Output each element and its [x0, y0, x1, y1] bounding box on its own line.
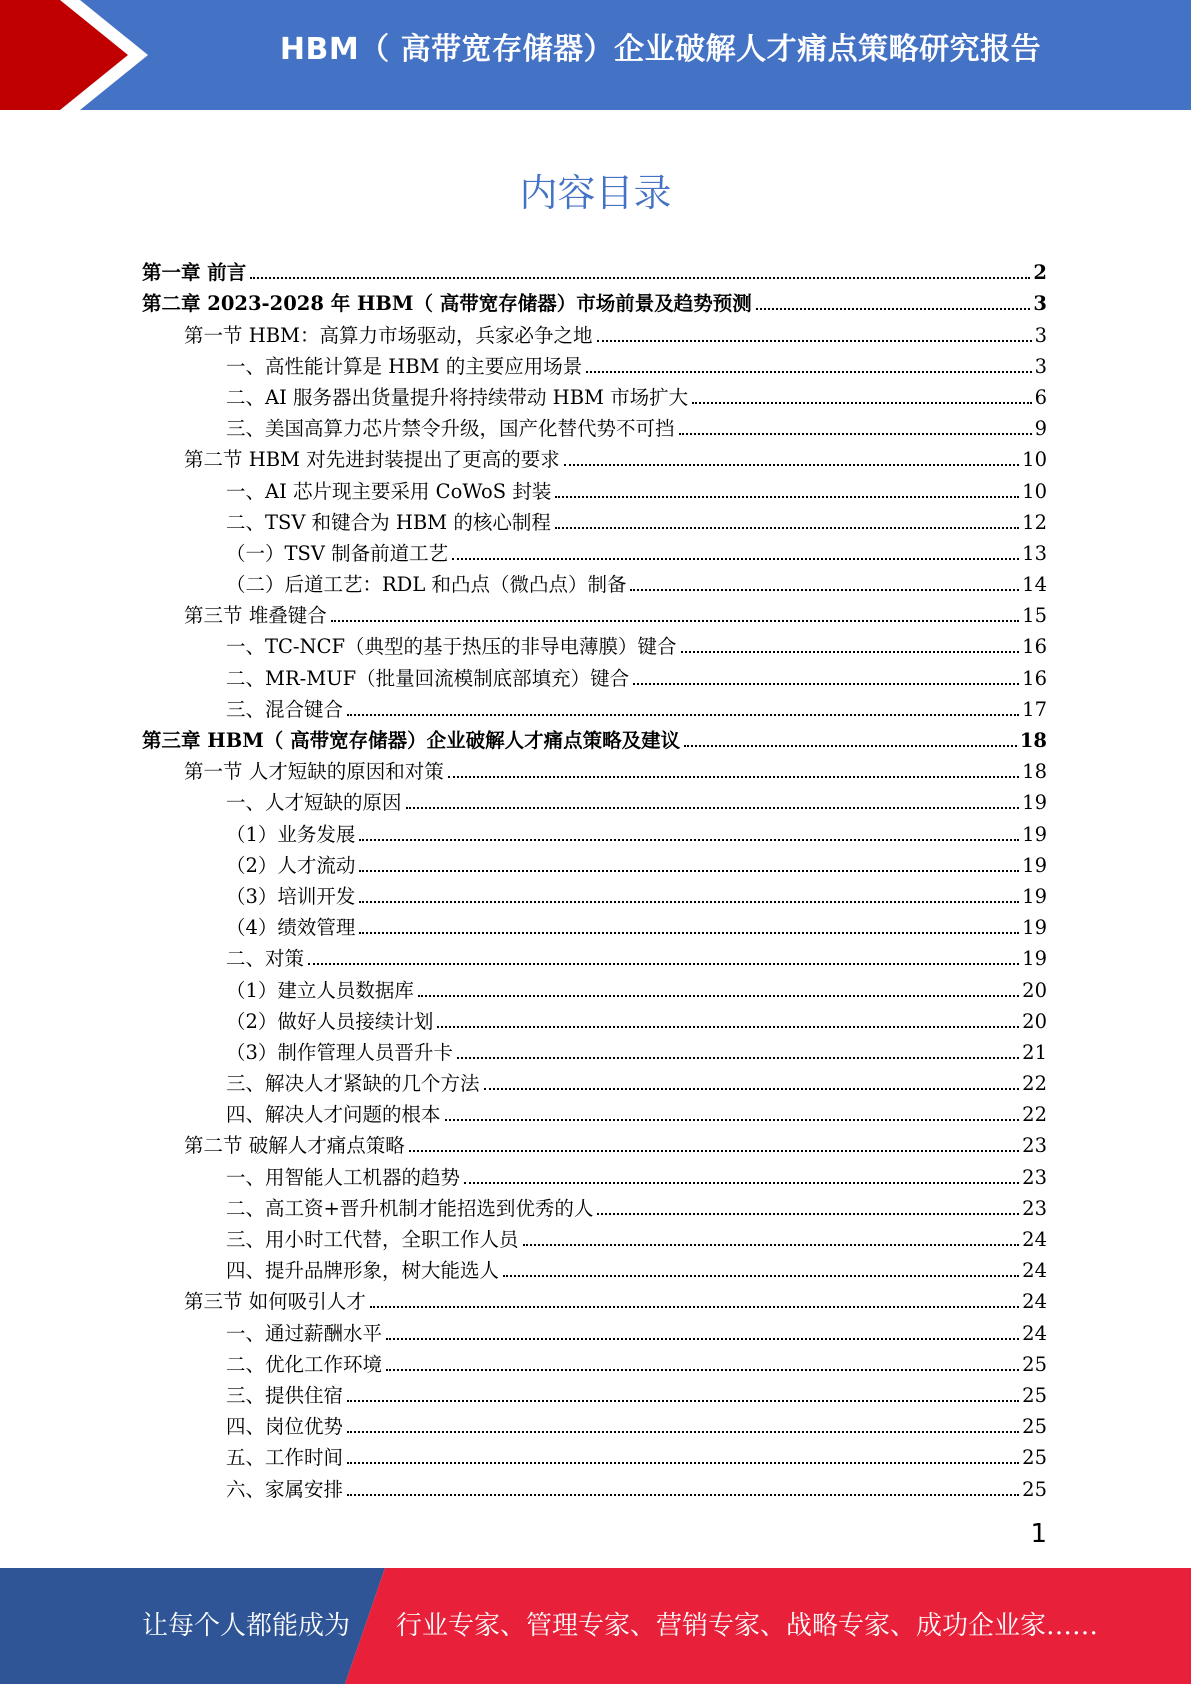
toc-entry-label: 第三节 如何吸引人才 [184, 1290, 366, 1314]
toc-entry-label: （一）TSV 制备前道工艺 [226, 541, 449, 565]
toc-entry-label: （1）建立人员数据库 [226, 978, 414, 1002]
toc-entry[interactable] [142, 348, 1047, 379]
toc-entry[interactable] [142, 1221, 1047, 1252]
toc-entry[interactable] [142, 1439, 1047, 1470]
toc-dot-leader [523, 1244, 1020, 1246]
toc-entry-page: 13 [1022, 541, 1047, 565]
toc-dot-leader [679, 433, 1032, 435]
toc-entry[interactable] [142, 1065, 1047, 1096]
toc-entry-page: 25 [1022, 1352, 1047, 1376]
toc-entry[interactable] [142, 847, 1047, 878]
toc-dot-leader [347, 1431, 1019, 1433]
toc-entry-label: 三、美国高算力芯片禁令升级，国产化替代势不可挡 [226, 417, 675, 441]
toc-entry[interactable] [142, 1096, 1047, 1127]
toc-heading: 内容目录 [519, 171, 672, 215]
toc-entry-page: 24 [1022, 1228, 1047, 1251]
toc-entry-label: （4）绩效管理 [226, 916, 356, 940]
toc-dot-leader [692, 402, 1031, 404]
toc-dot-leader [555, 527, 1019, 529]
page-header [0, 0, 1191, 110]
toc-entry-page: 9 [1034, 417, 1047, 441]
toc-entry[interactable] [142, 753, 1047, 784]
toc-entry[interactable] [142, 1127, 1047, 1158]
toc-entry-label: 二、MR-MUF（批量回流模制底部填充）键合 [226, 666, 630, 690]
toc-entry-page: 23 [1022, 1196, 1047, 1220]
toc-dot-leader [359, 839, 1019, 841]
toc-entry-page: 3 [1034, 354, 1047, 378]
toc-dot-leader [445, 1119, 1020, 1121]
toc-entry-page: 19 [1022, 822, 1047, 846]
page-number: 1 [1030, 1519, 1047, 1549]
toc-entry-label: 第二节 破解人才痛点策略 [184, 1134, 405, 1158]
toc-dot-leader [681, 651, 1020, 653]
toc-entry-page: 25 [1022, 1415, 1047, 1439]
toc-entry-page: 3 [1034, 323, 1047, 347]
toc-dot-leader [448, 776, 1019, 778]
toc-entry[interactable] [142, 379, 1047, 410]
toc-entry[interactable] [142, 410, 1047, 441]
toc-entry-page: 23 [1022, 1165, 1047, 1189]
toc-entry-page: 24 [1022, 1259, 1047, 1283]
toc-entry-label: （2）做好人员接续计划 [226, 1009, 434, 1033]
toc-entry-page: 14 [1022, 573, 1047, 597]
toc-entry[interactable] [142, 1283, 1047, 1314]
toc-entry-label: 第一节 HBM：高算力市场驱动，兵家必争之地 [184, 323, 593, 347]
toc-dot-leader [359, 870, 1019, 872]
toc-entry-page: 25 [1022, 1477, 1047, 1501]
toc-entry[interactable] [142, 722, 1047, 753]
toc-entry[interactable] [142, 285, 1047, 316]
toc-entry-label: 一、AI 芯片现主要采用 CoWoS 封装 [226, 479, 552, 503]
toc-entry[interactable] [142, 254, 1047, 285]
toc-entry[interactable] [142, 1158, 1047, 1189]
toc-entry-label: 一、通过薪酬水平 [226, 1321, 383, 1345]
page-footer [0, 1568, 1191, 1684]
toc-entry[interactable] [142, 597, 1047, 628]
toc-entry[interactable] [142, 1003, 1047, 1034]
toc-entry[interactable] [142, 691, 1047, 722]
toc-dot-leader [347, 714, 1019, 716]
toc-entry[interactable] [142, 659, 1047, 690]
toc-dot-leader [484, 1088, 1020, 1090]
toc-entry-label: 一、用智能人工机器的趋势 [226, 1165, 461, 1189]
toc-entry[interactable] [142, 784, 1047, 815]
toc-entry[interactable] [142, 504, 1047, 535]
toc-entry-page: 19 [1022, 947, 1047, 971]
toc-entry[interactable] [142, 1470, 1047, 1501]
toc-entry-label: 二、高工资+晋升机制才能招选到优秀的人 [226, 1196, 594, 1220]
toc-dot-leader [386, 1338, 1019, 1340]
toc-entry-label: 三、提供住宿 [226, 1383, 344, 1407]
toc-entry-page: 10 [1022, 479, 1047, 503]
toc-entry-label: 第二章 2023-2028 年 HBM（ 高带宽存储器）市场前景及趋势预测 [142, 292, 752, 316]
toc-entry-label: 一、高性能计算是 HBM 的主要应用场景 [226, 354, 583, 378]
toc-dot-leader [597, 340, 1032, 342]
toc-entry-label: 六、家属安排 [226, 1477, 344, 1501]
toc-entry-label: 四、岗位优势 [226, 1415, 344, 1439]
toc-entry-page: 25 [1022, 1446, 1047, 1470]
footer-slogan-right: 行业专家、管理专家、营销专家、战略专家、成功企业家…… [396, 1611, 1099, 1641]
toc-entry[interactable] [142, 472, 1047, 503]
toc-dot-leader [359, 901, 1019, 903]
toc-entry[interactable] [142, 628, 1047, 659]
toc-entry[interactable] [142, 1408, 1047, 1439]
toc-entry-label: 第三章 HBM（ 高带宽存储器）企业破解人才痛点策略及建议 [142, 729, 681, 752]
toc-dot-leader [347, 1494, 1019, 1496]
toc-dot-leader [586, 371, 1031, 373]
toc-dot-leader [347, 1462, 1019, 1464]
toc-entry-label: 二、优化工作环境 [226, 1352, 383, 1376]
toc-entry[interactable] [142, 971, 1047, 1002]
toc-entry-page: 16 [1022, 635, 1047, 659]
toc-entry-label: （3）培训开发 [226, 884, 356, 908]
toc-entry-label: （二）后道工艺：RDL 和凸点（微凸点）制备 [226, 573, 627, 597]
toc-dot-leader [359, 932, 1019, 934]
toc-entry[interactable] [142, 909, 1047, 940]
toc-entry-label: 三、混合键合 [226, 697, 344, 721]
toc-dot-leader [555, 496, 1019, 498]
toc-entry-label: 二、AI 服务器出货量提升将持续带动 HBM 市场扩大 [226, 385, 689, 409]
toc-dot-leader [386, 1369, 1019, 1371]
toc-entry-page: 22 [1022, 1072, 1047, 1096]
toc-entry-page: 19 [1022, 884, 1047, 908]
toc-entry-label: 第一章 前言 [142, 261, 247, 285]
toc-entry-page: 2 [1033, 261, 1047, 285]
toc-entry-label: 三、解决人才紧缺的几个方法 [226, 1072, 480, 1096]
toc-entry[interactable] [142, 1314, 1047, 1345]
toc-dot-leader [503, 1275, 1019, 1277]
toc-entry-page: 20 [1022, 1009, 1047, 1033]
toc-dot-leader [331, 620, 1019, 622]
toc-entry-page: 21 [1022, 1040, 1047, 1064]
toc-entry-label: 二、对策 [226, 947, 305, 971]
toc-entry-page: 24 [1022, 1290, 1047, 1314]
toc-entry[interactable] [142, 1190, 1047, 1221]
table-of-contents [142, 254, 1047, 1502]
toc-entry[interactable] [142, 1252, 1047, 1283]
toc-entry-page: 16 [1022, 666, 1047, 690]
report-title: HBM（ 高带宽存储器）企业破解人才痛点策略研究报告 [279, 32, 1042, 67]
toc-dot-leader [452, 558, 1019, 560]
toc-dot-leader [684, 745, 1017, 747]
toc-dot-leader [437, 1026, 1019, 1028]
toc-entry-page: 3 [1033, 292, 1047, 316]
toc-dot-leader [564, 464, 1019, 466]
toc-entry[interactable] [142, 1034, 1047, 1065]
toc-entry[interactable] [142, 940, 1047, 971]
toc-entry-label: 四、解决人才问题的根本 [226, 1103, 441, 1127]
toc-entry[interactable] [142, 878, 1047, 909]
toc-entry-label: 五、工作时间 [226, 1446, 344, 1470]
toc-dot-leader [597, 1213, 1019, 1215]
toc-dot-leader [308, 963, 1019, 965]
toc-entry-page: 22 [1022, 1103, 1047, 1127]
toc-entry-label: （2）人才流动 [226, 853, 356, 877]
toc-entry-page: 15 [1022, 604, 1047, 628]
toc-entry[interactable] [142, 441, 1047, 472]
toc-dot-leader [409, 1150, 1019, 1152]
toc-entry-page: 19 [1022, 853, 1047, 877]
toc-entry-label: 一、TC-NCF（典型的基于热压的非导电薄膜）键合 [226, 635, 677, 659]
toc-dot-leader [370, 1306, 1019, 1308]
toc-entry-page: 19 [1022, 791, 1047, 815]
toc-dot-leader [418, 995, 1019, 997]
footer-slogan-left: 让每个人都能成为 [142, 1611, 351, 1641]
toc-entry-page: 23 [1022, 1134, 1047, 1158]
toc-entry-label: （3）制作管理人员晋升卡 [226, 1040, 453, 1064]
toc-entry-label: 第二节 HBM 对先进封装提出了更高的要求 [184, 448, 560, 472]
toc-dot-leader [756, 308, 1031, 310]
toc-dot-leader [406, 807, 1020, 809]
toc-entry-label: 二、TSV 和键合为 HBM 的核心制程 [226, 510, 551, 534]
toc-entry[interactable] [142, 566, 1047, 597]
toc-entry[interactable] [142, 1377, 1047, 1408]
toc-entry-label: 四、提升品牌形象，树大能选人 [226, 1259, 500, 1283]
toc-entry[interactable] [142, 1346, 1047, 1377]
toc-entry-page: 12 [1022, 510, 1047, 534]
toc-entry-page: 19 [1022, 916, 1047, 940]
toc-entry-label: 第一节 人才短缺的原因和对策 [184, 760, 444, 784]
toc-dot-leader [464, 1182, 1019, 1184]
toc-entry[interactable] [142, 316, 1047, 347]
toc-entry[interactable] [142, 815, 1047, 846]
toc-dot-leader [347, 1400, 1019, 1402]
toc-entry-page: 6 [1034, 385, 1047, 409]
toc-dot-leader [633, 683, 1019, 685]
toc-entry-label: 一、人才短缺的原因 [226, 791, 402, 815]
toc-dot-leader [630, 589, 1019, 591]
toc-entry-label: 第三节 堆叠键合 [184, 604, 327, 628]
toc-entry-page: 20 [1022, 978, 1047, 1002]
toc-entry-page: 17 [1022, 697, 1047, 721]
toc-entry-page: 24 [1022, 1321, 1047, 1345]
toc-dot-leader [250, 277, 1030, 279]
toc-entry-page: 10 [1022, 448, 1047, 472]
toc-entry-page: 25 [1022, 1383, 1047, 1407]
toc-entry-label: 三、用小时工代替，全职工作人员 [226, 1228, 519, 1251]
toc-entry[interactable] [142, 535, 1047, 566]
toc-entry-page: 18 [1019, 729, 1047, 752]
toc-entry-page: 18 [1022, 760, 1047, 784]
toc-dot-leader [457, 1057, 1019, 1059]
toc-entry-label: （1）业务发展 [226, 822, 356, 846]
